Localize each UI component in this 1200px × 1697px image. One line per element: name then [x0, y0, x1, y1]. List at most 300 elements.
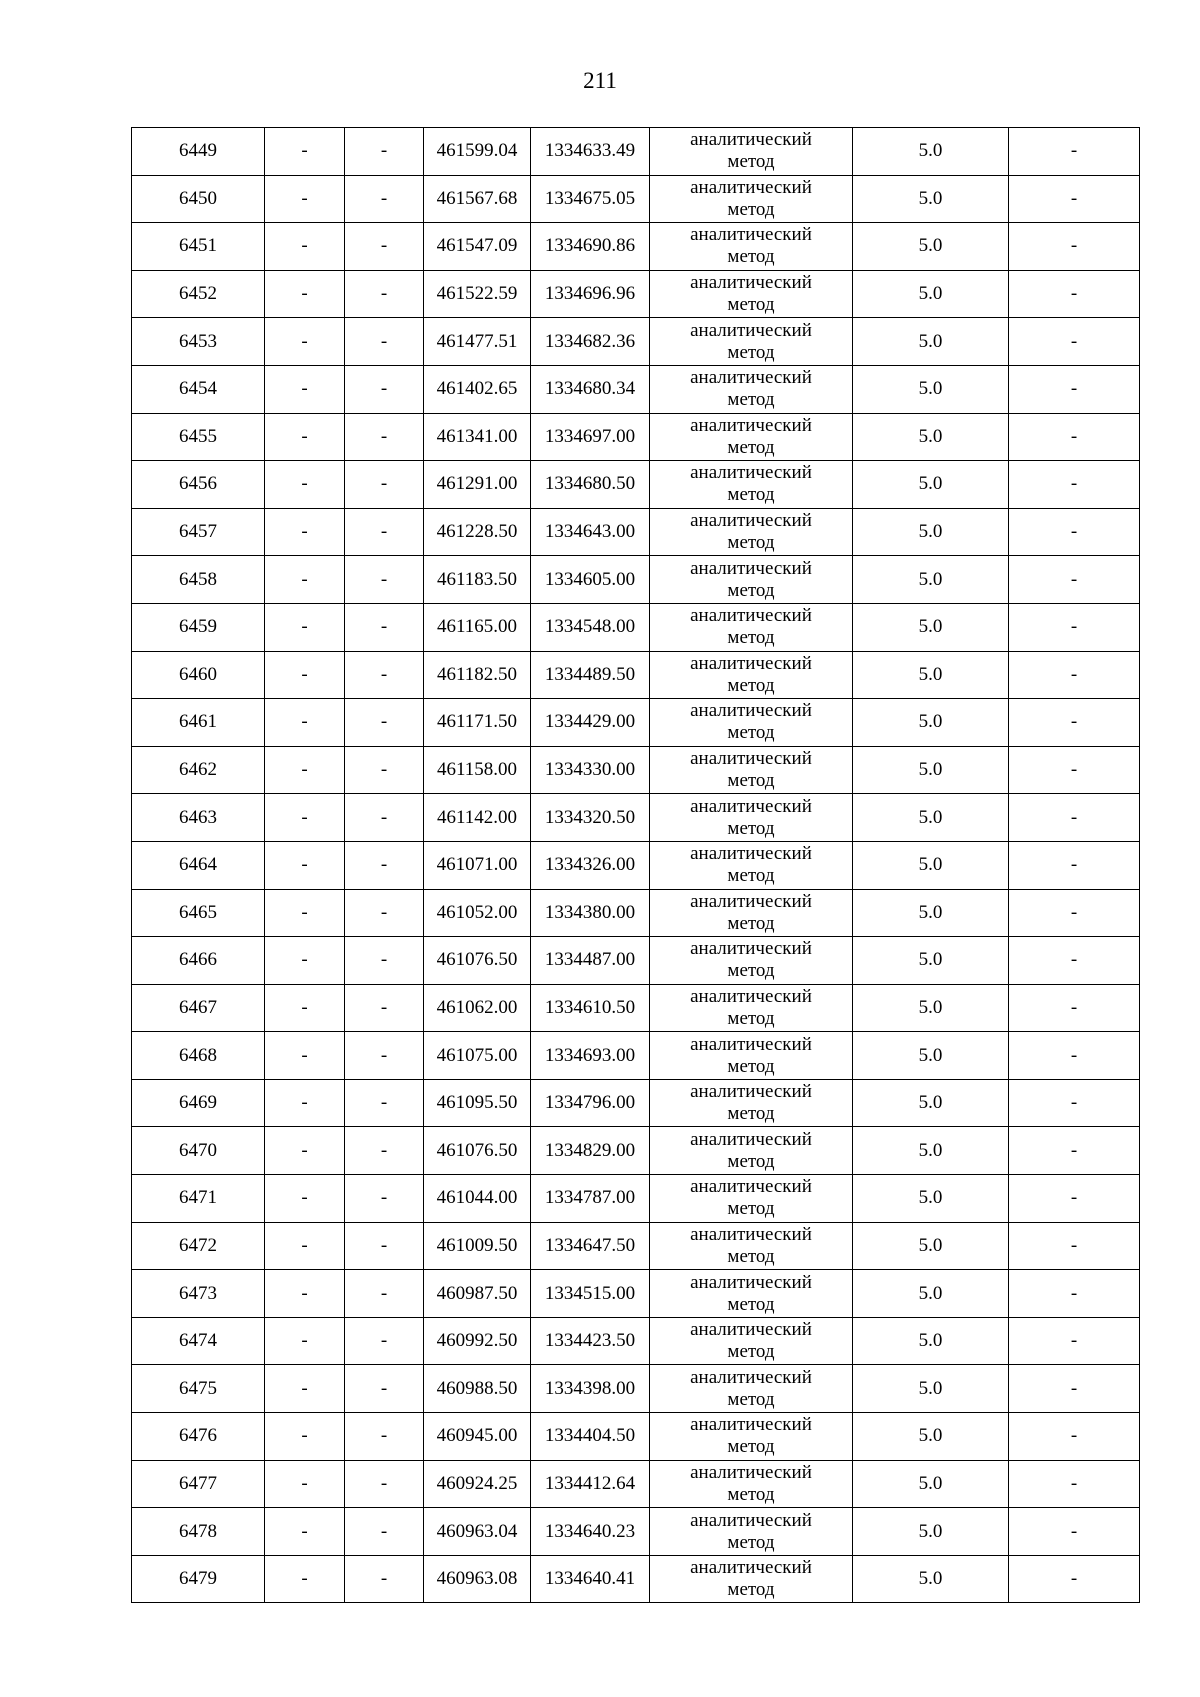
- method-cell: [650, 223, 853, 271]
- method-line-2: метод: [727, 1293, 775, 1315]
- x-coordinate-cell: 460992.50: [424, 1317, 531, 1365]
- method-line-2: метод: [727, 1150, 775, 1172]
- method-line-1: аналитический: [690, 748, 812, 770]
- table-row: [132, 556, 1140, 604]
- method-line-2: метод: [727, 1245, 775, 1267]
- method-line-2: метод: [727, 1198, 775, 1220]
- accuracy-cell: 5.0: [853, 984, 1009, 1032]
- method-line-1: аналитический: [690, 795, 812, 817]
- empty-marker-cell: -: [345, 1413, 424, 1461]
- method-cell: [650, 746, 853, 794]
- x-coordinate-cell: 461228.50: [424, 508, 531, 556]
- table-row: [132, 1460, 1140, 1508]
- method-line-2: метод: [727, 960, 775, 982]
- empty-marker-cell: -: [345, 1365, 424, 1413]
- accuracy-cell: 5.0: [853, 937, 1009, 985]
- empty-marker-cell: -: [1009, 1413, 1140, 1461]
- point-number-cell: 6478: [132, 1508, 265, 1556]
- y-coordinate-cell: 1334489.50: [531, 651, 650, 699]
- empty-marker-cell: -: [345, 1555, 424, 1603]
- y-coordinate-cell: 1334515.00: [531, 1270, 650, 1318]
- method-line-1: аналитический: [690, 414, 812, 436]
- x-coordinate-cell: 461171.50: [424, 699, 531, 747]
- method-cell: [650, 984, 853, 1032]
- empty-marker-cell: -: [265, 889, 345, 937]
- method-line-2: метод: [727, 627, 775, 649]
- point-number-cell: 6453: [132, 318, 265, 366]
- point-number-cell: 6475: [132, 1365, 265, 1413]
- method-line-1: аналитический: [690, 319, 812, 341]
- method-line-1: аналитический: [690, 1223, 812, 1245]
- empty-marker-cell: -: [265, 1365, 345, 1413]
- point-number-cell: 6477: [132, 1460, 265, 1508]
- method-line-2: метод: [727, 865, 775, 887]
- table-row: [132, 984, 1140, 1032]
- x-coordinate-cell: 461062.00: [424, 984, 531, 1032]
- point-number-cell: 6463: [132, 794, 265, 842]
- y-coordinate-cell: 1334640.23: [531, 1508, 650, 1556]
- method-cell: [650, 1365, 853, 1413]
- empty-marker-cell: -: [1009, 1365, 1140, 1413]
- table-row: [132, 175, 1140, 223]
- empty-marker-cell: -: [265, 175, 345, 223]
- x-coordinate-cell: 460963.04: [424, 1508, 531, 1556]
- accuracy-cell: 5.0: [853, 128, 1009, 176]
- empty-marker-cell: -: [345, 365, 424, 413]
- y-coordinate-cell: 1334548.00: [531, 603, 650, 651]
- table-row: [132, 1365, 1140, 1413]
- point-number-cell: 6473: [132, 1270, 265, 1318]
- empty-marker-cell: -: [1009, 1175, 1140, 1223]
- method-line-1: аналитический: [690, 1319, 812, 1341]
- table-row: [132, 1079, 1140, 1127]
- method-line-1: аналитический: [690, 843, 812, 865]
- y-coordinate-cell: 1334697.00: [531, 413, 650, 461]
- method-line-1: аналитический: [690, 510, 812, 532]
- method-cell: [650, 651, 853, 699]
- empty-marker-cell: -: [1009, 651, 1140, 699]
- method-line-2: метод: [727, 674, 775, 696]
- table-row: [132, 841, 1140, 889]
- y-coordinate-cell: 1334605.00: [531, 556, 650, 604]
- y-coordinate-cell: 1334320.50: [531, 794, 650, 842]
- x-coordinate-cell: 461009.50: [424, 1222, 531, 1270]
- method-line-1: аналитический: [690, 1461, 812, 1483]
- empty-marker-cell: -: [345, 556, 424, 604]
- table-body: [132, 128, 1140, 1603]
- point-number-cell: 6450: [132, 175, 265, 223]
- method-line-2: метод: [727, 722, 775, 744]
- method-line-2: метод: [727, 770, 775, 792]
- empty-marker-cell: -: [1009, 937, 1140, 985]
- method-line-2: метод: [727, 532, 775, 554]
- accuracy-cell: 5.0: [853, 1460, 1009, 1508]
- y-coordinate-cell: 1334423.50: [531, 1317, 650, 1365]
- method-cell: [650, 1032, 853, 1080]
- point-number-cell: 6461: [132, 699, 265, 747]
- empty-marker-cell: -: [1009, 699, 1140, 747]
- y-coordinate-cell: 1334690.86: [531, 223, 650, 271]
- accuracy-cell: 5.0: [853, 1365, 1009, 1413]
- x-coordinate-cell: 461183.50: [424, 556, 531, 604]
- table-row: [132, 603, 1140, 651]
- method-line-1: аналитический: [690, 557, 812, 579]
- empty-marker-cell: -: [345, 699, 424, 747]
- empty-marker-cell: -: [1009, 1508, 1140, 1556]
- empty-marker-cell: -: [345, 937, 424, 985]
- empty-marker-cell: -: [265, 1508, 345, 1556]
- method-cell: [650, 365, 853, 413]
- empty-marker-cell: -: [345, 1317, 424, 1365]
- y-coordinate-cell: 1334643.00: [531, 508, 650, 556]
- empty-marker-cell: -: [1009, 461, 1140, 509]
- method-cell: [650, 1222, 853, 1270]
- method-line-1: аналитический: [690, 985, 812, 1007]
- empty-marker-cell: -: [265, 223, 345, 271]
- method-line-2: метод: [727, 1483, 775, 1505]
- x-coordinate-cell: 461341.00: [424, 413, 531, 461]
- empty-marker-cell: -: [345, 1175, 424, 1223]
- accuracy-cell: 5.0: [853, 175, 1009, 223]
- empty-marker-cell: -: [265, 508, 345, 556]
- empty-marker-cell: -: [345, 1460, 424, 1508]
- method-cell: [650, 1127, 853, 1175]
- method-cell: [650, 1079, 853, 1127]
- empty-marker-cell: -: [1009, 1127, 1140, 1175]
- method-line-2: метод: [727, 1341, 775, 1363]
- x-coordinate-cell: 461076.50: [424, 1127, 531, 1175]
- y-coordinate-cell: 1334380.00: [531, 889, 650, 937]
- empty-marker-cell: -: [1009, 603, 1140, 651]
- accuracy-cell: 5.0: [853, 1175, 1009, 1223]
- point-number-cell: 6466: [132, 937, 265, 985]
- empty-marker-cell: -: [1009, 318, 1140, 366]
- y-coordinate-cell: 1334829.00: [531, 1127, 650, 1175]
- method-line-2: метод: [727, 246, 775, 268]
- method-line-2: метод: [727, 294, 775, 316]
- empty-marker-cell: -: [265, 1270, 345, 1318]
- empty-marker-cell: -: [265, 984, 345, 1032]
- empty-marker-cell: -: [345, 1508, 424, 1556]
- x-coordinate-cell: 461076.50: [424, 937, 531, 985]
- empty-marker-cell: -: [265, 794, 345, 842]
- x-coordinate-cell: 460963.08: [424, 1555, 531, 1603]
- point-number-cell: 6479: [132, 1555, 265, 1603]
- empty-marker-cell: -: [1009, 508, 1140, 556]
- y-coordinate-cell: 1334487.00: [531, 937, 650, 985]
- point-number-cell: 6462: [132, 746, 265, 794]
- table-row: [132, 1270, 1140, 1318]
- x-coordinate-cell: 460987.50: [424, 1270, 531, 1318]
- y-coordinate-cell: 1334796.00: [531, 1079, 650, 1127]
- method-line-2: метод: [727, 436, 775, 458]
- empty-marker-cell: -: [345, 318, 424, 366]
- method-cell: [650, 508, 853, 556]
- method-line-1: аналитический: [690, 129, 812, 151]
- empty-marker-cell: -: [1009, 128, 1140, 176]
- method-line-2: метод: [727, 484, 775, 506]
- x-coordinate-cell: 461071.00: [424, 841, 531, 889]
- coordinates-table: [131, 127, 1140, 1603]
- empty-marker-cell: -: [265, 603, 345, 651]
- method-cell: [650, 1460, 853, 1508]
- x-coordinate-cell: 461402.65: [424, 365, 531, 413]
- empty-marker-cell: -: [1009, 1317, 1140, 1365]
- method-cell: [650, 175, 853, 223]
- empty-marker-cell: -: [345, 1079, 424, 1127]
- empty-marker-cell: -: [1009, 1032, 1140, 1080]
- method-cell: [650, 1270, 853, 1318]
- accuracy-cell: 5.0: [853, 318, 1009, 366]
- method-line-1: аналитический: [690, 1509, 812, 1531]
- table-row: [132, 270, 1140, 318]
- point-number-cell: 6472: [132, 1222, 265, 1270]
- x-coordinate-cell: 461142.00: [424, 794, 531, 842]
- point-number-cell: 6451: [132, 223, 265, 271]
- empty-marker-cell: -: [265, 1175, 345, 1223]
- empty-marker-cell: -: [265, 318, 345, 366]
- y-coordinate-cell: 1334680.50: [531, 461, 650, 509]
- method-line-2: метод: [727, 198, 775, 220]
- table-row: [132, 889, 1140, 937]
- point-number-cell: 6468: [132, 1032, 265, 1080]
- method-line-1: аналитический: [690, 700, 812, 722]
- accuracy-cell: 5.0: [853, 1555, 1009, 1603]
- y-coordinate-cell: 1334647.50: [531, 1222, 650, 1270]
- method-line-1: аналитический: [690, 1557, 812, 1579]
- accuracy-cell: 5.0: [853, 841, 1009, 889]
- method-line-1: аналитический: [690, 1081, 812, 1103]
- table-row: [132, 746, 1140, 794]
- empty-marker-cell: -: [265, 651, 345, 699]
- x-coordinate-cell: 461095.50: [424, 1079, 531, 1127]
- x-coordinate-cell: 461052.00: [424, 889, 531, 937]
- empty-marker-cell: -: [265, 1555, 345, 1603]
- method-cell: [650, 270, 853, 318]
- x-coordinate-cell: 460988.50: [424, 1365, 531, 1413]
- accuracy-cell: 5.0: [853, 651, 1009, 699]
- x-coordinate-cell: 460945.00: [424, 1413, 531, 1461]
- method-cell: [650, 841, 853, 889]
- method-cell: [650, 1555, 853, 1603]
- table-row: [132, 413, 1140, 461]
- empty-marker-cell: -: [1009, 984, 1140, 1032]
- accuracy-cell: 5.0: [853, 1270, 1009, 1318]
- empty-marker-cell: -: [1009, 175, 1140, 223]
- y-coordinate-cell: 1334696.96: [531, 270, 650, 318]
- y-coordinate-cell: 1334633.49: [531, 128, 650, 176]
- method-cell: [650, 699, 853, 747]
- point-number-cell: 6469: [132, 1079, 265, 1127]
- method-cell: [650, 128, 853, 176]
- x-coordinate-cell: 461567.68: [424, 175, 531, 223]
- table-row: [132, 1508, 1140, 1556]
- accuracy-cell: 5.0: [853, 1413, 1009, 1461]
- method-cell: [650, 1317, 853, 1365]
- table-row: [132, 1032, 1140, 1080]
- empty-marker-cell: -: [1009, 1222, 1140, 1270]
- accuracy-cell: 5.0: [853, 794, 1009, 842]
- empty-marker-cell: -: [1009, 1079, 1140, 1127]
- accuracy-cell: 5.0: [853, 556, 1009, 604]
- method-line-1: аналитический: [690, 224, 812, 246]
- empty-marker-cell: -: [1009, 841, 1140, 889]
- accuracy-cell: 5.0: [853, 461, 1009, 509]
- y-coordinate-cell: 1334675.05: [531, 175, 650, 223]
- empty-marker-cell: -: [1009, 413, 1140, 461]
- method-line-1: аналитический: [690, 272, 812, 294]
- y-coordinate-cell: 1334787.00: [531, 1175, 650, 1223]
- empty-marker-cell: -: [1009, 556, 1140, 604]
- empty-marker-cell: -: [265, 461, 345, 509]
- method-line-1: аналитический: [690, 462, 812, 484]
- method-line-2: метод: [727, 341, 775, 363]
- method-cell: [650, 318, 853, 366]
- accuracy-cell: 5.0: [853, 746, 1009, 794]
- empty-marker-cell: -: [1009, 1270, 1140, 1318]
- point-number-cell: 6476: [132, 1413, 265, 1461]
- method-line-1: аналитический: [690, 938, 812, 960]
- empty-marker-cell: -: [345, 1222, 424, 1270]
- method-cell: [650, 937, 853, 985]
- empty-marker-cell: -: [265, 841, 345, 889]
- method-line-2: метод: [727, 579, 775, 601]
- accuracy-cell: 5.0: [853, 1127, 1009, 1175]
- point-number-cell: 6465: [132, 889, 265, 937]
- table-row: [132, 699, 1140, 747]
- method-line-1: аналитический: [690, 367, 812, 389]
- empty-marker-cell: -: [1009, 889, 1140, 937]
- table-row: [132, 1413, 1140, 1461]
- y-coordinate-cell: 1334398.00: [531, 1365, 650, 1413]
- empty-marker-cell: -: [265, 746, 345, 794]
- accuracy-cell: 5.0: [853, 1079, 1009, 1127]
- method-line-2: метод: [727, 1055, 775, 1077]
- table-row: [132, 128, 1140, 176]
- method-cell: [650, 889, 853, 937]
- table-row: [132, 318, 1140, 366]
- point-number-cell: 6471: [132, 1175, 265, 1223]
- x-coordinate-cell: 461158.00: [424, 746, 531, 794]
- empty-marker-cell: -: [265, 1127, 345, 1175]
- accuracy-cell: 5.0: [853, 699, 1009, 747]
- x-coordinate-cell: 461044.00: [424, 1175, 531, 1223]
- empty-marker-cell: -: [265, 699, 345, 747]
- method-line-1: аналитический: [690, 1033, 812, 1055]
- accuracy-cell: 5.0: [853, 508, 1009, 556]
- accuracy-cell: 5.0: [853, 365, 1009, 413]
- method-line-1: аналитический: [690, 1414, 812, 1436]
- empty-marker-cell: -: [345, 841, 424, 889]
- x-coordinate-cell: 461547.09: [424, 223, 531, 271]
- empty-marker-cell: -: [265, 270, 345, 318]
- x-coordinate-cell: 461075.00: [424, 1032, 531, 1080]
- method-line-1: аналитический: [690, 1128, 812, 1150]
- method-line-1: аналитический: [690, 890, 812, 912]
- accuracy-cell: 5.0: [853, 1508, 1009, 1556]
- empty-marker-cell: -: [345, 413, 424, 461]
- empty-marker-cell: -: [265, 365, 345, 413]
- empty-marker-cell: -: [265, 1317, 345, 1365]
- empty-marker-cell: -: [265, 128, 345, 176]
- accuracy-cell: 5.0: [853, 1032, 1009, 1080]
- table-row: [132, 794, 1140, 842]
- empty-marker-cell: -: [265, 413, 345, 461]
- empty-marker-cell: -: [345, 508, 424, 556]
- method-line-1: аналитический: [690, 176, 812, 198]
- method-cell: [650, 794, 853, 842]
- y-coordinate-cell: 1334412.64: [531, 1460, 650, 1508]
- table-row: [132, 1555, 1140, 1603]
- accuracy-cell: 5.0: [853, 270, 1009, 318]
- table-row: [132, 1222, 1140, 1270]
- y-coordinate-cell: 1334330.00: [531, 746, 650, 794]
- accuracy-cell: 5.0: [853, 413, 1009, 461]
- empty-marker-cell: -: [265, 556, 345, 604]
- method-cell: [650, 1508, 853, 1556]
- table-row: [132, 1127, 1140, 1175]
- method-line-2: метод: [727, 1388, 775, 1410]
- empty-marker-cell: -: [345, 1032, 424, 1080]
- empty-marker-cell: -: [345, 1270, 424, 1318]
- point-number-cell: 6467: [132, 984, 265, 1032]
- y-coordinate-cell: 1334610.50: [531, 984, 650, 1032]
- y-coordinate-cell: 1334429.00: [531, 699, 650, 747]
- accuracy-cell: 5.0: [853, 1222, 1009, 1270]
- method-cell: [650, 603, 853, 651]
- empty-marker-cell: -: [345, 603, 424, 651]
- empty-marker-cell: -: [345, 175, 424, 223]
- table-row: [132, 937, 1140, 985]
- x-coordinate-cell: 461599.04: [424, 128, 531, 176]
- y-coordinate-cell: 1334404.50: [531, 1413, 650, 1461]
- method-line-2: метод: [727, 1007, 775, 1029]
- x-coordinate-cell: 461522.59: [424, 270, 531, 318]
- y-coordinate-cell: 1334326.00: [531, 841, 650, 889]
- method-line-1: аналитический: [690, 1271, 812, 1293]
- method-cell: [650, 413, 853, 461]
- accuracy-cell: 5.0: [853, 1317, 1009, 1365]
- y-coordinate-cell: 1334693.00: [531, 1032, 650, 1080]
- y-coordinate-cell: 1334680.34: [531, 365, 650, 413]
- method-cell: [650, 1175, 853, 1223]
- x-coordinate-cell: 461182.50: [424, 651, 531, 699]
- point-number-cell: 6464: [132, 841, 265, 889]
- empty-marker-cell: -: [265, 1413, 345, 1461]
- empty-marker-cell: -: [1009, 794, 1140, 842]
- empty-marker-cell: -: [345, 889, 424, 937]
- empty-marker-cell: -: [345, 461, 424, 509]
- method-line-1: аналитический: [690, 652, 812, 674]
- point-number-cell: 6455: [132, 413, 265, 461]
- point-number-cell: 6470: [132, 1127, 265, 1175]
- table-row: [132, 223, 1140, 271]
- point-number-cell: 6458: [132, 556, 265, 604]
- method-line-2: метод: [727, 1531, 775, 1553]
- point-number-cell: 6456: [132, 461, 265, 509]
- method-line-1: аналитический: [690, 1176, 812, 1198]
- accuracy-cell: 5.0: [853, 603, 1009, 651]
- empty-marker-cell: -: [1009, 1460, 1140, 1508]
- empty-marker-cell: -: [265, 1460, 345, 1508]
- empty-marker-cell: -: [265, 1222, 345, 1270]
- accuracy-cell: 5.0: [853, 223, 1009, 271]
- table-row: [132, 1175, 1140, 1223]
- point-number-cell: 6459: [132, 603, 265, 651]
- method-line-2: метод: [727, 912, 775, 934]
- method-cell: [650, 461, 853, 509]
- table-row: [132, 508, 1140, 556]
